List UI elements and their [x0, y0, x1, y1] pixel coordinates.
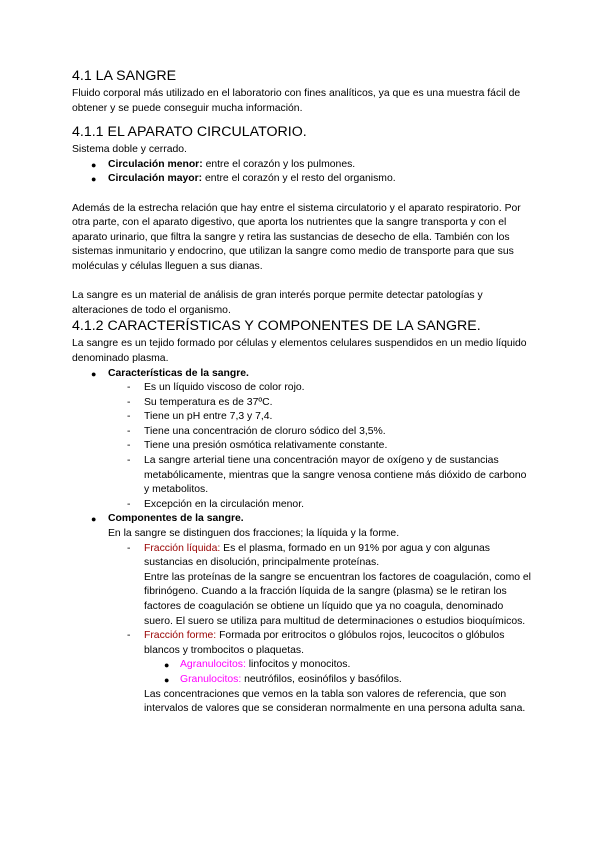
- blood-main-list: [72, 367, 532, 382]
- forme-text: Formada por eritrocitos o glóbulos rojos, leucocitos o glóbulos blancos y trombocitos o plaquetas.: [144, 630, 505, 656]
- list-item-term: Circulación mayor:: [108, 173, 203, 185]
- list-item: [72, 172, 532, 187]
- section-title-4-1-1: 4.1.1 EL APARATO CIRCULATORIO.: [72, 124, 307, 141]
- list-item: - Su temperatura es de 37ºC.: [72, 396, 532, 411]
- list-item: - Es un líquido viscoso de color rojo.: [72, 381, 532, 396]
- componentes-list: [72, 542, 532, 571]
- list-item-agranulocitos: [72, 658, 532, 673]
- circulation-list: [72, 158, 532, 187]
- blood-main-list-2: [72, 512, 532, 527]
- list-item: - La sangre arterial tiene una concentración mayor de oxígeno y de sustancias metabólicamente, mientras que la sangre venosa contiene más dióxido de carbono y metabolitos.: [72, 454, 532, 498]
- list-item: - Excepción en la circulación menor.: [72, 498, 532, 513]
- closing-paragraph: Las concentraciones que vemos en la tabla son valores de referencia, que son intervalos de valores que se consideran normalmente en una persona adulta sana.: [144, 688, 526, 715]
- list-item-liquida: [72, 542, 532, 571]
- componentes-label: Componentes de la sangre.: [108, 513, 244, 525]
- agranulocitos-text: linfocitos y monocitos.: [245, 659, 351, 671]
- componentes-intro: En la sangre se distinguen dos fracciones; la líquida y la forme.: [108, 528, 400, 540]
- agranulocitos-label: Agranulocitos:: [180, 659, 246, 671]
- document-page: [72, 68, 532, 717]
- list-item-forme: [72, 629, 532, 658]
- list-item-text: entre el corazón y el resto del organismo.: [202, 173, 396, 185]
- section-4-1-1-paragraph-1: Además de la estrecha relación que hay entre el sistema circulatorio y el aparato respiratorio. Por otra parte, con el aparato digestivo, que aporta los nutrientes que la sangre transporta y con el aparato urinario, que filtra la sangre y retira las sustancias de desecho de ella. También con los sistemas inmunitario y endocrino, que utilizan la sangre como medio de transporte para que sus moléculas y células lleguen a sus dianas.: [72, 202, 521, 272]
- list-item: - Tiene una concentración de cloruro sódico del 3,5%.: [72, 425, 532, 440]
- list-item-componentes: [72, 512, 532, 527]
- caracteristicas-label: Características de la sangre.: [108, 367, 249, 379]
- forme-label: Fracción forme:: [144, 630, 217, 642]
- forme-sublist: [72, 658, 532, 687]
- liquida-text: Es el plasma, formado en un 91% por agua y con algunas sustancias en disolución, principalmente proteínas.: [144, 542, 490, 569]
- list-item-term: Circulación menor:: [108, 158, 203, 170]
- componentes-list-2: [72, 629, 532, 658]
- section-title-4-1-2: 4.1.2 CARACTERÍSTICAS Y COMPONENTES DE LA SANGRE.: [72, 318, 481, 335]
- caracteristicas-list: [72, 381, 532, 512]
- list-item: - Tiene una presión osmótica relativamente constante.: [72, 439, 532, 454]
- list-item: [72, 158, 532, 173]
- granulocitos-label: Granulocitos:: [180, 673, 242, 685]
- section-4-1-1-paragraph-2: La sangre es un material de análisis de gran interés porque permite detectar patologías y alteraciones de todo el organismo.: [72, 290, 483, 316]
- section-4-1-1-intro: Sistema doble y cerrado.: [72, 144, 187, 156]
- section-4-1-body: Fluido corporal más utilizado en el laboratorio con fines analíticos, ya que es una muestra fácil de obtener y se puede conseguir mucha información.: [72, 88, 521, 114]
- section-4-1-2-intro: La sangre es un tejido formado por células y elementos celulares suspendidos en un medio líquido denominado plasma.: [72, 338, 527, 364]
- list-item: - Tiene un pH entre 7,3 y 7,4.: [72, 410, 532, 425]
- list-item-caracteristicas: [72, 367, 532, 382]
- list-item-granulocitos: [72, 673, 532, 688]
- list-item-text: entre el corazón y los pulmones.: [202, 158, 356, 170]
- liquida-label: Fracción líquida:: [144, 542, 221, 554]
- section-title-4-1: 4.1 LA SANGRE: [72, 68, 177, 84]
- liquida-extra: Entre las proteínas de la sangre se encuentran los factores de coagulación, como el fibrinógeno. Cuando a la fracción líquida de la sangre (plasma) se le retiran los factores de coagulación se obtiene un líquido que ya no coagula, denominado suero. El suero se utiliza para multitud de determinaciones o estudios bioquímicos.: [144, 571, 531, 627]
- granulocitos-text: neutrófilos, eosinófilos y basófilos.: [241, 673, 402, 685]
